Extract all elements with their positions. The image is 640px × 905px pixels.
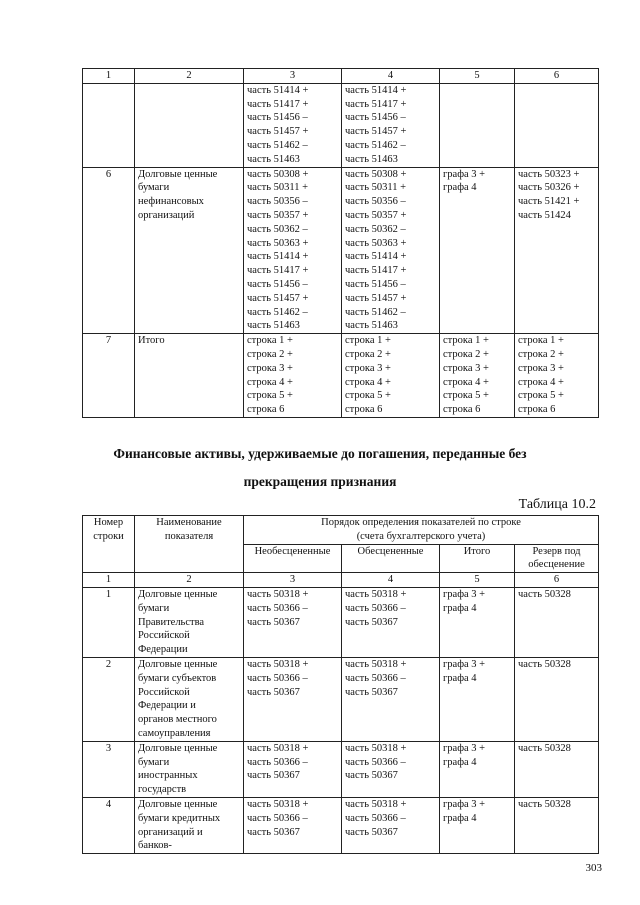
row-name: Долговые ценные бумаги субъектов Российской Федерации и органов местного самоуправления [135, 657, 244, 741]
table-row [83, 797, 599, 853]
cell-col4: часть 50318 + часть 50366 – часть 50367 [342, 657, 440, 741]
row-number: 3 [83, 741, 135, 797]
cell-col4: часть 50308 + часть 50311 + часть 50356 – часть 50357 + часть 50362 – часть 50363 + часть 51414 + часть 51417 + часть 51456 – часть 51457 + часть 51462 – часть 51463 [342, 167, 440, 334]
col-num-2: 2 [135, 573, 244, 588]
cell-col5: графа 3 + графа 4 [440, 797, 515, 853]
col-num-4: 4 [342, 573, 440, 588]
cell-col5: графа 3 + графа 4 [440, 167, 515, 334]
header-impaired: Обесцененные [342, 544, 440, 573]
cell-col5 [440, 83, 515, 167]
table-row [83, 334, 599, 418]
cell-col4: часть 50318 + часть 50366 – часть 50367 [342, 741, 440, 797]
header-total: Итого [440, 544, 515, 573]
cell-col3: часть 50318 + часть 50366 – часть 50367 [244, 657, 342, 741]
table-row [83, 167, 599, 334]
row-number: 7 [83, 334, 135, 418]
row-name: Долговые ценные бумаги кредитных организаций и банков- [135, 797, 244, 853]
col-num-3: 3 [244, 69, 342, 84]
column-number-row [83, 573, 599, 588]
cell-col6: часть 50328 [515, 797, 599, 853]
row-number [83, 83, 135, 167]
cell-col4: строка 1 + строка 2 + строка 3 + строка 4 + строка 5 + строка 6 [342, 334, 440, 418]
cell-col6 [515, 83, 599, 167]
cell-col4: часть 51414 + часть 51417 + часть 51456 – часть 51457 + часть 51462 – часть 51463 [342, 83, 440, 167]
col-num-4: 4 [342, 69, 440, 84]
cell-col6: часть 50328 [515, 657, 599, 741]
header-indicator-name: Наименование показателя [135, 516, 244, 573]
cell-col6: часть 50323 + часть 50326 + часть 51421 + часть 51424 [515, 167, 599, 334]
cell-col5: графа 3 + графа 4 [440, 741, 515, 797]
table-row [83, 657, 599, 741]
header-procedure: Порядок определения показателей по строке (счета бухгалтерского учета) [244, 516, 599, 545]
cell-col5: графа 3 + графа 4 [440, 587, 515, 657]
col-num-6: 6 [515, 69, 599, 84]
cell-col3: часть 50318 + часть 50366 – часть 50367 [244, 741, 342, 797]
cell-col3: часть 50318 + часть 50366 – часть 50367 [244, 797, 342, 853]
col-num-2: 2 [135, 69, 244, 84]
cell-col6: часть 50328 [515, 587, 599, 657]
cell-col5: графа 3 + графа 4 [440, 657, 515, 741]
table-10-2 [82, 515, 599, 854]
row-name: Долговые ценные бумаги иностранных государств [135, 741, 244, 797]
header-reserve: Резерв под обесценение [515, 544, 599, 573]
col-num-1: 1 [83, 573, 135, 588]
col-num-3: 3 [244, 573, 342, 588]
row-name: Долговые ценные бумаги Правительства Российской Федерации [135, 587, 244, 657]
column-number-row [83, 69, 599, 84]
row-number: 1 [83, 587, 135, 657]
table-row [83, 741, 599, 797]
cell-col4: часть 50318 + часть 50366 – часть 50367 [342, 797, 440, 853]
cell-col3: часть 50308 + часть 50311 + часть 50356 – часть 50357 + часть 50362 – часть 50363 + часть 51414 + часть 51417 + часть 51456 – часть 51457 + часть 51462 – часть 51463 [244, 167, 342, 334]
col-num-6: 6 [515, 573, 599, 588]
section-heading-line1: Финансовые активы, удерживаемые до погашения, переданные без [113, 446, 527, 461]
header-unimpaired: Необесцененные [244, 544, 342, 573]
row-name: Долговые ценные бумаги нефинансовых организаций [135, 167, 244, 334]
header-row [83, 516, 599, 545]
header-row-number: Номер строки [83, 516, 135, 573]
cell-col3: часть 51414 + часть 51417 + часть 51456 – часть 51457 + часть 51462 – часть 51463 [244, 83, 342, 167]
cell-col5: строка 1 + строка 2 + строка 3 + строка 4 + строка 5 + строка 6 [440, 334, 515, 418]
row-name [135, 83, 244, 167]
table-row [83, 83, 599, 167]
table-continuation [82, 68, 599, 418]
row-number: 6 [83, 167, 135, 334]
col-num-1: 1 [83, 69, 135, 84]
row-name: Итого [135, 334, 244, 418]
col-num-5: 5 [440, 573, 515, 588]
cell-col3: часть 50318 + часть 50366 – часть 50367 [244, 587, 342, 657]
cell-col6: строка 1 + строка 2 + строка 3 + строка 4 + строка 5 + строка 6 [515, 334, 599, 418]
col-num-5: 5 [440, 69, 515, 84]
cell-col4: часть 50318 + часть 50366 – часть 50367 [342, 587, 440, 657]
row-number: 4 [83, 797, 135, 853]
table-title: Таблица 10.2 [518, 497, 596, 512]
page-number: 303 [585, 862, 602, 874]
cell-col6: часть 50328 [515, 741, 599, 797]
section-heading-line2: прекращения признания [243, 474, 397, 489]
table-row [83, 587, 599, 657]
row-number: 2 [83, 657, 135, 741]
cell-col3: строка 1 + строка 2 + строка 3 + строка 4 + строка 5 + строка 6 [244, 334, 342, 418]
